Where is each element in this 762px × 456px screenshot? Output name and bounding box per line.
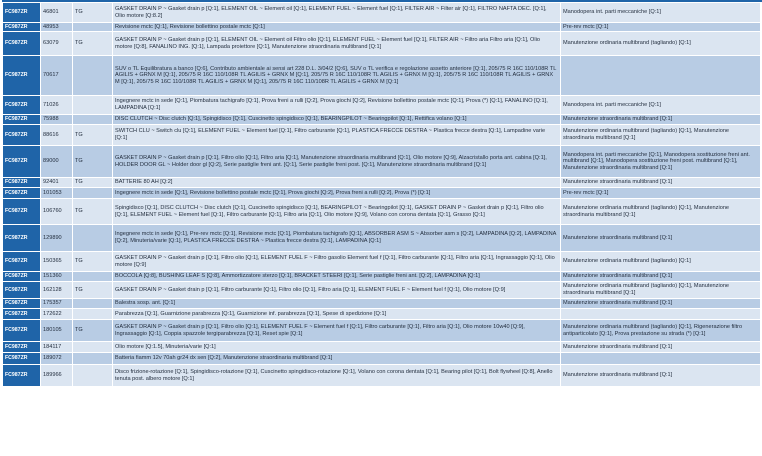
work-description-cell: Disco frizione-rotazione [Q:1], Spingidisco-rotazione [Q:1], Cuscinetto spingidisco-rotazione [Q:1], Volano con corona dentata [Q:1], Bearing pilot [Q:1], Bolt flywheel [Q:8], Anello tenuta post. albero motore [Q:1]: [113, 365, 561, 387]
work-category-cell: Manutenzione ordinaria multibrand (tagliando) [Q:1], Manutenzione straordinaria multibrand [Q:1]: [561, 125, 761, 146]
work-description-cell: GASKET DRAIN P ~ Gasket drain p [Q:1], Filtro olio [Q:1], ELEMENT FUEL F ~ Filtro gasolio Element fuel f [Q:1], Filtro carburante [Q:1], Filtro aria [Q:1], Ingrassaggio [Q:1], Olio motore [Q:9]: [113, 252, 561, 272]
table-row: [3, 309, 761, 320]
tagliando-flag-cell: TG: [73, 282, 113, 299]
vehicle-plate-cell: FC987ZR: [3, 199, 41, 225]
table-row: [3, 32, 761, 56]
vehicle-plate-cell: FC987ZR: [3, 299, 41, 309]
vehicle-plate-cell: FC987ZR: [3, 56, 41, 96]
work-category-cell: Manodopera int. parti meccaniche [Q:1]: [561, 3, 761, 23]
tagliando-flag-cell: [73, 342, 113, 353]
table-row: [3, 282, 761, 299]
tagliando-flag-cell: TG: [73, 320, 113, 342]
order-id-cell: 71026: [41, 96, 73, 115]
work-category-cell: Manutenzione straordinaria multibrand [Q:1]: [561, 342, 761, 353]
work-category-cell: Manutenzione ordinaria multibrand (tagliando) [Q:1]: [561, 32, 761, 56]
work-description-cell: GASKET DRAIN P ~ Gasket drain p [Q:1], ELEMENT OIL ~ Element oil Filtro olio [Q:1], ELEMENT FUEL ~ Element fuel [Q:1], FILTER AIR ~ Filtro aria Filtro aria [Q:1], Olio motore [Q:8], FANALINO ING. [Q:1], Lampada proiettore [Q:1], Manutenzione straordinaria multibrand [Q:1]: [113, 32, 561, 56]
table-row: [3, 299, 761, 309]
work-description-cell: BOCCOLA [Q:8], BUSHING LEAF S [Q:8], Ammortizzatore sterzo [Q:1], BRACKET STEERI [Q:1], Serie pastiglie freni ant. [Q:2], LAMPADINA [Q:1]: [113, 272, 561, 282]
vehicle-plate-cell: FC987ZR: [3, 32, 41, 56]
order-id-cell: 189072: [41, 353, 73, 365]
vehicle-plate-cell: FC987ZR: [3, 365, 41, 387]
table-row: [3, 272, 761, 282]
work-description-cell: GASKET DRAIN P ~ Gasket drain p [Q:1], Filtro olio [Q:1], Filtro aria [Q:1], Manutenzione straordinaria multibrand [Q:1], Olio motore [Q:9], Alzacristallo porta ant. cabina [Q:1], HOLDER DOOR GL ~ Holder door gl [Q:2], Serie pastiglie freni ant. [Q:1], Serie pastiglie freni post. [Q:1], Manutenzione straordinaria multibrand [Q:1]: [113, 146, 561, 178]
work-category-cell: Manodopera int. parti meccaniche [Q:1]: [561, 96, 761, 115]
work-category-cell: Pre-rev mctc [Q:1]: [561, 23, 761, 32]
maintenance-table-body: [3, 3, 761, 387]
vehicle-plate-cell: FC987ZR: [3, 115, 41, 125]
order-id-cell: 101053: [41, 188, 73, 199]
tagliando-flag-cell: [73, 188, 113, 199]
work-category-cell: [561, 353, 761, 365]
vehicle-plate-cell: FC987ZR: [3, 342, 41, 353]
work-category-cell: Manodopera int. parti meccaniche [Q:1], Manodopera sostituzione freni ant. multibrand [Q:1], Manodopera sostituzione freni post. multibrand [Q:1], Manutenzione straordinaria multibrand [Q:1]: [561, 146, 761, 178]
vehicle-plate-cell: FC987ZR: [3, 252, 41, 272]
table-row: [3, 365, 761, 387]
work-description-cell: Batteria fiamm 12v 70ah gr24 dx sen [Q:2], Manutenzione straordinaria multibrand [Q:1]: [113, 353, 561, 365]
vehicle-plate-cell: FC987ZR: [3, 188, 41, 199]
work-category-cell: Manutenzione straordinaria multibrand [Q:1]: [561, 272, 761, 282]
vehicle-plate-cell: FC987ZR: [3, 3, 41, 23]
table-row: [3, 3, 761, 23]
tagliando-flag-cell: [73, 96, 113, 115]
vehicle-plate-cell: FC987ZR: [3, 23, 41, 32]
maintenance-table: [2, 2, 761, 387]
work-description-cell: DISC CLUTCH ~ Disc clutch [Q:1], Spingidisco [Q:1], Cuscinetto spingidisco [Q:1], BEARINGPILOT ~ Bearingpilot [Q:1], Rettifica volano [Q:1]: [113, 115, 561, 125]
tagliando-flag-cell: TG: [73, 32, 113, 56]
table-row: [3, 199, 761, 225]
work-description-cell: GASKET DRAIN P ~ Gasket drain p [Q:1], Filtro carburante [Q:1], Filtro olio [Q:1], Filtro aria [Q:1], ELEMENT FUEL F ~ Element fuel f [Q:1], Olio motore [Q:9]: [113, 282, 561, 299]
vehicle-plate-cell: FC987ZR: [3, 282, 41, 299]
work-description-cell: GASKET DRAIN P ~ Gasket drain p [Q:1], Filtro olio [Q:1], ELEMENT FUEL F ~ Element fuel f [Q:1], Filtro carburante [Q:1], Filtro aria [Q:1], Olio motore 10w40 [Q:9], Ingrassaggio [Q:1], Coppia spazzole tergiparabrezza [Q:1], Reset spie [Q:1]: [113, 320, 561, 342]
table-row: [3, 115, 761, 125]
order-id-cell: 175357: [41, 299, 73, 309]
table-row: [3, 252, 761, 272]
table-row: [3, 353, 761, 365]
order-id-cell: 162128: [41, 282, 73, 299]
work-description-cell: SWITCH CLU ~ Switch clu [Q:1], ELEMENT FUEL ~ Element fuel [Q:1], Filtro carburante [Q:1], PLASTICA FRECCE DESTRA ~ Plastica frecce destra [Q:1], Lampadine varie [Q:1]: [113, 125, 561, 146]
order-id-cell: 189966: [41, 365, 73, 387]
order-id-cell: 46801: [41, 3, 73, 23]
vehicle-plate-cell: FC987ZR: [3, 309, 41, 320]
work-category-cell: Manutenzione ordinaria multibrand (tagliando) [Q:1]: [561, 252, 761, 272]
tagliando-flag-cell: TG: [73, 146, 113, 178]
tagliando-flag-cell: [73, 225, 113, 252]
work-category-cell: Manutenzione straordinaria multibrand [Q:1]: [561, 225, 761, 252]
vehicle-plate-cell: FC987ZR: [3, 125, 41, 146]
vehicle-plate-cell: FC987ZR: [3, 320, 41, 342]
tagliando-flag-cell: TG: [73, 178, 113, 188]
work-category-cell: [561, 309, 761, 320]
order-id-cell: 151360: [41, 272, 73, 282]
work-category-cell: Pre-rev mctc [Q:1]: [561, 188, 761, 199]
order-id-cell: 172622: [41, 309, 73, 320]
vehicle-plate-cell: FC987ZR: [3, 146, 41, 178]
tagliando-flag-cell: TG: [73, 252, 113, 272]
order-id-cell: 75988: [41, 115, 73, 125]
work-description-cell: Revisione mctc [Q:1], Revisione bollettino postale mctc [Q:1]: [113, 23, 561, 32]
tagliando-flag-cell: [73, 115, 113, 125]
tagliando-flag-cell: [73, 309, 113, 320]
order-id-cell: 129890: [41, 225, 73, 252]
table-row: [3, 188, 761, 199]
work-description-cell: BATTERIE 80 AH [Q:2]: [113, 178, 561, 188]
table-row: [3, 96, 761, 115]
vehicle-plate-cell: FC987ZR: [3, 96, 41, 115]
work-description-cell: Ingegnere mctc in sede [Q:1], Piombatura tachigrafo [Q:1], Prova freni a rulli [Q:2], Prova giochi [Q:2], Revisione bollettino postale mctc [Q:1], Prova (*) [Q:1], FANALINO [Q:1], LAMPADINA [Q:1]: [113, 96, 561, 115]
work-category-cell: Manutenzione straordinaria multibrand [Q:1]: [561, 299, 761, 309]
work-description-cell: Balestra sosp. ant. [Q:1]: [113, 299, 561, 309]
table-row: [3, 342, 761, 353]
order-id-cell: 63079: [41, 32, 73, 56]
work-category-cell: Manutenzione ordinaria multibrand (tagliando) [Q:1], Rigenerazione filtro antiparticolato [Q:1], Prova prestazione su strada (*) [Q:1]: [561, 320, 761, 342]
tagliando-flag-cell: TG: [73, 125, 113, 146]
tagliando-flag-cell: TG: [73, 3, 113, 23]
work-category-cell: Manutenzione straordinaria multibrand [Q:1]: [561, 365, 761, 387]
table-row: [3, 146, 761, 178]
work-description-cell: GASKET DRAIN P ~ Gasket drain p [Q:1], ELEMENT OIL ~ Element oil [Q:1], ELEMENT FUEL ~ Element fuel [Q:1], FILTER AIR ~ Filter air [Q:1], FILTRO NAFTA DEC. [Q:1], Olio motore [Q:8.2]: [113, 3, 561, 23]
table-row: [3, 320, 761, 342]
order-id-cell: 184117: [41, 342, 73, 353]
order-id-cell: 88616: [41, 125, 73, 146]
table-row: [3, 125, 761, 146]
table-row: [3, 56, 761, 96]
order-id-cell: 92401: [41, 178, 73, 188]
order-id-cell: 70617: [41, 56, 73, 96]
order-id-cell: 48953: [41, 23, 73, 32]
vehicle-plate-cell: FC987ZR: [3, 178, 41, 188]
order-id-cell: 180105: [41, 320, 73, 342]
tagliando-flag-cell: [73, 56, 113, 96]
work-description-cell: SUV o TL Equilibratura a banco [Q:6], Contributo ambientale ai sensi art 228 D.L. 3/04/2 [Q:6], SUV o TL verifica e regolazione assetto anteriore [Q:1], 205/75 R 16C 110/108R TL AGILIS + GRNX M [Q:1], 205/75 R 16C 110/108R TL AGILIS + GRNX M [Q:1], 205/75 R 16C 110/108R TL AGILIS + GRNX M [Q:1], 205/75 R 16C 110/108R TL AGILIS + GRNX M [Q:1], 205/75 R 16C 110/108R TL AGILIS + GRNX M [Q:1], 205/75 R 16C 110/108R TL AGILIS + GRNX M [Q:1]: [113, 56, 561, 96]
table-row: [3, 178, 761, 188]
work-description-cell: Olio motore [Q:1.5], Minuteria/varie [Q:1]: [113, 342, 561, 353]
tagliando-flag-cell: [73, 23, 113, 32]
work-description-cell: Spingidisco [Q:1], DISC CLUTCH ~ Disc clutch [Q:1], Cuscinetto spingidisco [Q:1], BEARINGPILOT ~ Bearingpilot [Q:1], GASKET DRAIN P ~ Gasket drain p [Q:1], Filtro olio [Q:1], ELEMENT FUEL ~ Element fuel [Q:1], Filtro carburante [Q:1], Filtro aria [Q:1], Olio motore [Q:9], Volano con corona dentata [Q:1], Grasso [Q:1]: [113, 199, 561, 225]
tagliando-flag-cell: [73, 299, 113, 309]
vehicle-plate-cell: FC987ZR: [3, 225, 41, 252]
table-row: [3, 23, 761, 32]
work-description-cell: Ingegnere mctc in sede [Q:1], Revisione bollettino postale mctc [Q:1], Prova giochi [Q:2], Prova freni a rulli [Q:2], Prova (*) [Q:1]: [113, 188, 561, 199]
order-id-cell: 150365: [41, 252, 73, 272]
work-category-cell: Manutenzione ordinaria multibrand (tagliando) [Q:1], Manutenzione straordinaria multibrand [Q:1]: [561, 199, 761, 225]
tagliando-flag-cell: TG: [73, 199, 113, 225]
work-category-cell: Manutenzione straordinaria multibrand [Q:1]: [561, 178, 761, 188]
work-category-cell: Manutenzione straordinaria multibrand [Q:1]: [561, 115, 761, 125]
order-id-cell: 89000: [41, 146, 73, 178]
vehicle-plate-cell: FC987ZR: [3, 272, 41, 282]
work-description-cell: Ingegnere mctc in sede [Q:1], Pre-rev mctc [Q:1], Revisione mctc [Q:1], Piombatura tachigrafo [Q:1], ABSORBER ASM S ~ Absorber asm s [Q:2], LAMPADINA [Q:2], LAMPADINA [Q:2], Minuteria/varie [Q:1], PLASTICA FRECCE DESTRA ~ Plastica frecce destra [Q:1], LAMPADINA [Q:1]: [113, 225, 561, 252]
work-description-cell: Parabrezza [Q:1], Guarnizione parabrezza [Q:1], Guarnizione inf. parabrezza [Q:1], Spese di spedizione [Q:1]: [113, 309, 561, 320]
work-category-cell: Manutenzione ordinaria multibrand (tagliando) [Q:1], Manutenzione straordinaria multibrand [Q:1]: [561, 282, 761, 299]
tagliando-flag-cell: [73, 272, 113, 282]
order-id-cell: 106760: [41, 199, 73, 225]
tagliando-flag-cell: [73, 353, 113, 365]
table-row: [3, 225, 761, 252]
work-category-cell: [561, 56, 761, 96]
tagliando-flag-cell: [73, 365, 113, 387]
vehicle-plate-cell: FC987ZR: [3, 353, 41, 365]
